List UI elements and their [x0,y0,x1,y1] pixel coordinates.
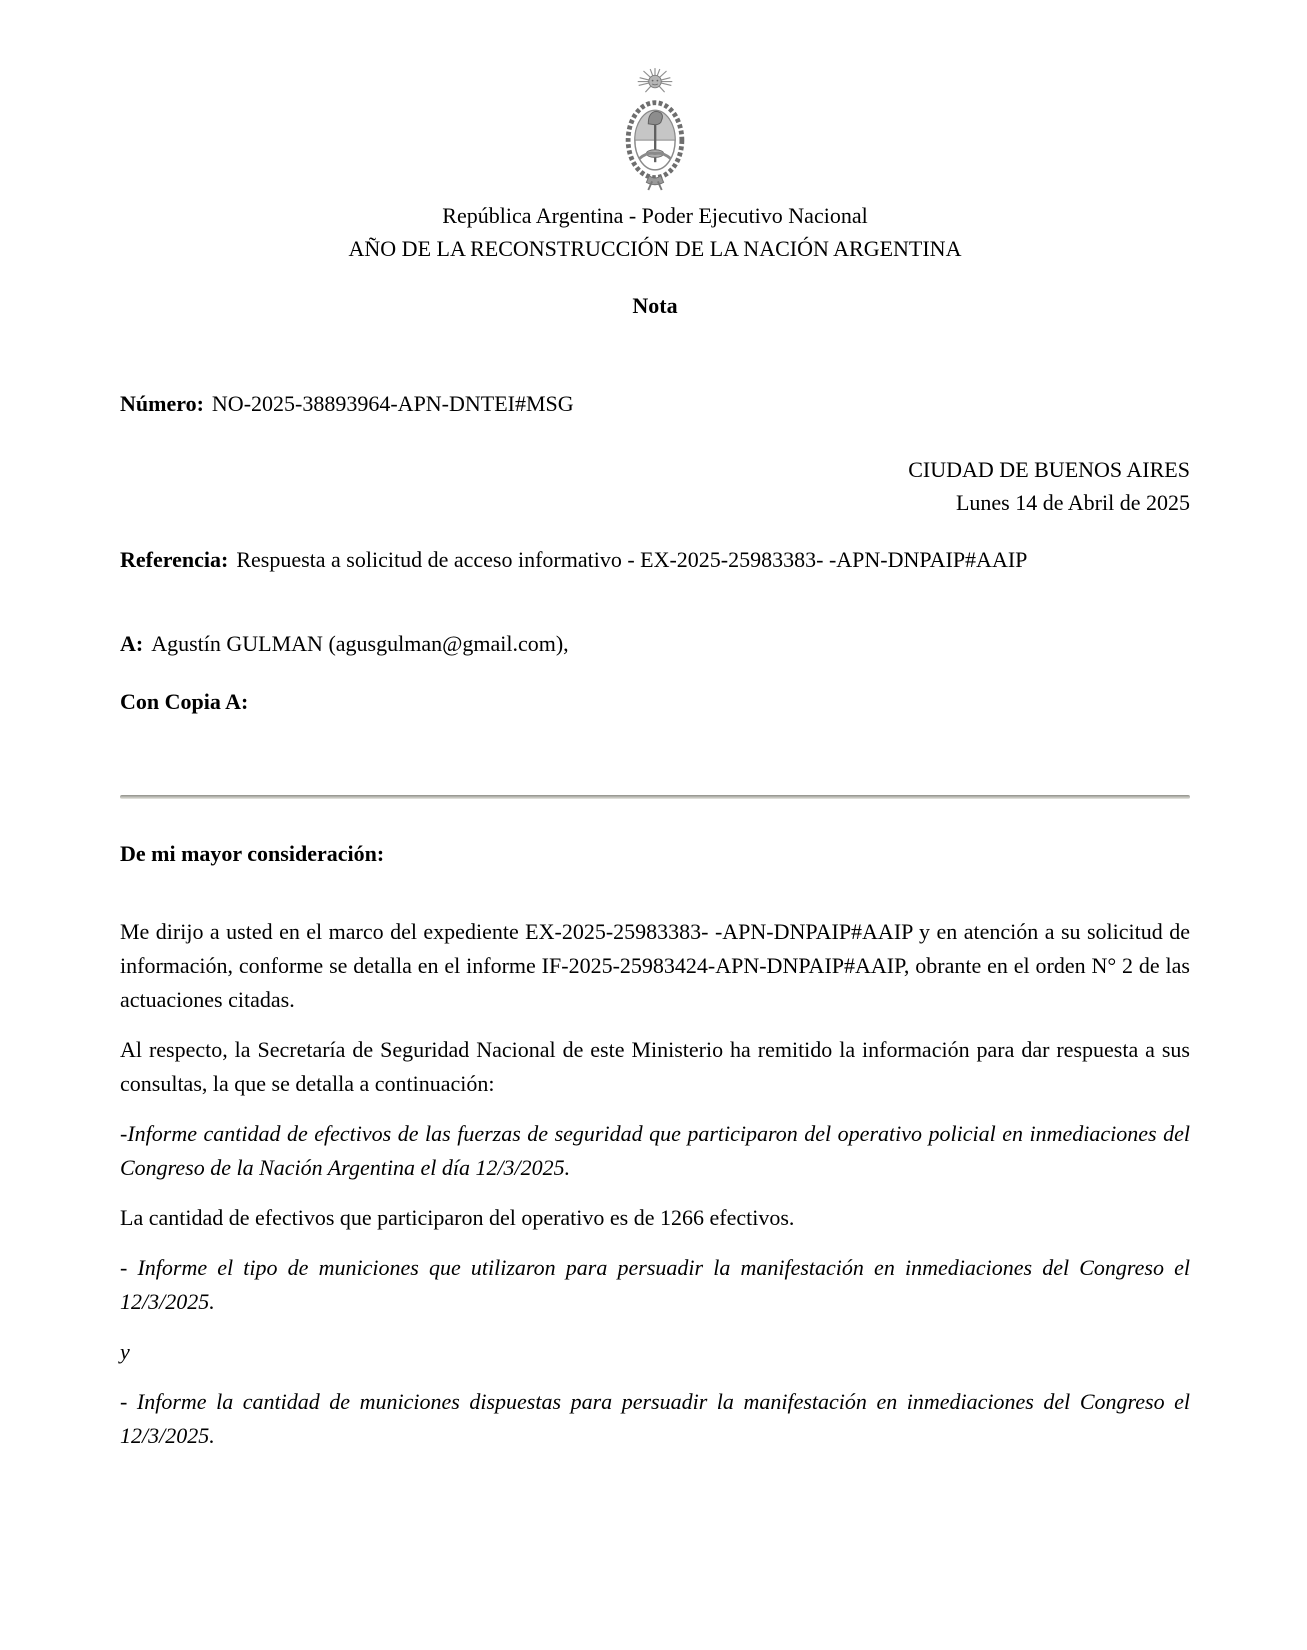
referencia-row [120,547,1190,573]
paragraph-connector: y [120,1339,130,1364]
recipient-value: Agustín GULMAN (agusgulman@gmail.com), [151,631,569,656]
header-line-republic: República Argentina - Poder Ejecutivo Nacional [442,203,868,228]
recipient-label: A: [120,631,144,656]
separator-rule [120,795,1190,799]
argentina-coat-of-arms-icon [607,181,703,198]
paragraph-question: - Informe la cantidad de municiones dispuestas para persuadir la manifestación en inmediaciones del Congreso el 12/3/2025. [120,1389,1190,1448]
letter-body [120,915,1190,1453]
cc-label: Con Copia A: [120,689,249,714]
recipient-row [120,631,1190,657]
numero-label: Número: [120,391,204,416]
paragraph-question: - Informe el tipo de municiones que utilizaron para persuadir la manifestación en inmediaciones del Congreso el 12/3/2025. [120,1255,1190,1314]
city-date-block [120,453,1190,519]
referencia-value: Respuesta a solicitud de acceso informativo - EX-2025-25983383- -APN-DNPAIP#AAIP [236,547,1028,572]
document-type-title: Nota [632,293,678,318]
referencia-label: Referencia: [120,547,229,572]
crest-container [120,68,1190,199]
paragraph-answer: La cantidad de efectivos que participaron del operativo es de 1266 efectivos. [120,1205,795,1230]
numero-value: NO-2025-38893964-APN-DNTEI#MSG [211,391,574,416]
paragraph: Me dirijo a usted en el marco del expediente EX-2025-25983383- -APN-DNPAIP#AAIP y en atención a su solicitud de información, conforme se detalla en el informe IF-2025-25983424-APN-DNPAIP#AAIP, obrante en el orden N° 2 de las actuaciones citadas. [120,919,1190,1012]
salutation: De mi mayor consideración: [120,841,385,866]
paragraph: Al respecto, la Secretaría de Seguridad Nacional de este Ministerio ha remitido la información para dar respuesta a sus consultas, la que se detalla a continuación: [120,1037,1190,1096]
paragraph-question: -Informe cantidad de efectivos de las fuerzas de seguridad que participaron del operativo policial en inmediaciones del Congreso de la Nación Argentina el día 12/3/2025. [120,1121,1190,1180]
city: CIUDAD DE BUENOS AIRES [908,457,1190,482]
date: Lunes 14 de Abril de 2025 [955,490,1190,515]
header-line-year: AÑO DE LA RECONSTRUCCIÓN DE LA NACIÓN ARGENTINA [348,236,962,261]
numero-row [120,391,1190,417]
